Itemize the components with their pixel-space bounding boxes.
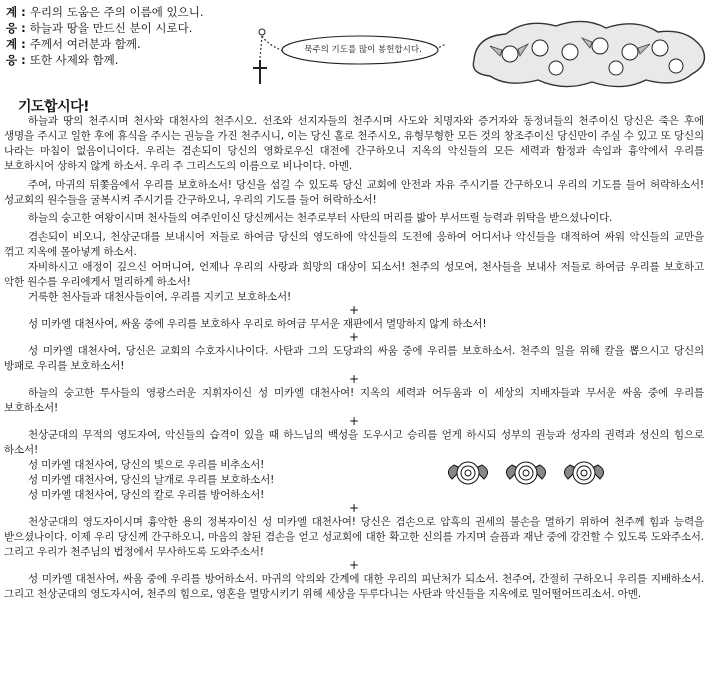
responsory-line: 계 : 우리의 도움은 주의 이름에 있으니. [6,5,204,19]
prayer-paragraph: 하늘의 숭고한 투사들의 영광스러운 지휘자이신 성 미카엘 대천사여! 지옥의 세력과 어두움과 이 세상의 지배자들과 무서운 싸움 중에 우리를 보호하소서! [4,386,704,414]
prayer-line: 성 미카엘 대천사여, 당신의 날개로 우리를 보호하소서! [28,473,275,486]
rose-icon [440,451,610,495]
responsory-line: 응 : 또한 사제와 함께. [6,53,119,67]
angels-cloud-icon [466,14,712,94]
prayer-line: 성 미카엘 대천사여, 당신의 칼로 우리를 방어하소서! [28,488,265,501]
prayer-paragraph: 성 미카엘 대천사여, 당신은 교회의 수호자시나이다. 사탄과 그의 도당과의 싸움 중에 우리를 보호하소서. 천주의 일을 위해 칼을 뽑으시고 당신의 방패로 우리를 보호하소서! [4,344,704,372]
prayer-paragraph: 하늘의 숭고한 여왕이시며 천사들의 여주인이신 당신께서는 천주로부터 사탄의 머리를 밟아 부서뜨릴 능력과 위탁을 받으셨나이다. [28,212,613,224]
prayer-paragraph: 천상군대의 영도자이시며 흉악한 용의 정복자이신 성 미카엘 대천사여! 당신은 겸손으로 암흑의 권세의 불손을 멸하기 위하여 천주께 힘과 능력을 받으셨나이다. 이제 우리 당신께 간구하오니, 마음의 참된 겸손을 얻고 성교회에 대한 확고한 신의를 가지며 슬픔과 재난 중에 강건할 수 있도록 도와주소서. 그리고 우리가 천주님의 법정에서 무사하도록 도와주소서! [4,515,704,558]
prayer-paragraph: 주여, 마귀의 뒤쫓음에서 우리를 보호하소서! 당신을 섬길 수 있도록 당신 교회에 안전과 자유 주시기를 간구하오니 우리의 기도를 들어 허락하소서! 성교회의 원수들을 굴복시켜 주시기를 간구하오니, 우리의 기도를 들어 허락하소서! [4,178,704,206]
prayer-paragraph: 천상군대의 무적의 영도자여, 악신들의 습격이 있을 때 하느님의 백성을 도우시고 승리를 얻게 하시되 성부의 권능과 성자의 권력과 성신의 힘으로 하소서! [4,428,704,456]
prayer-paragraph: 성 미카엘 대천사여, 싸움 중에 우리를 보호하사 우리로 하여금 무서운 재판에서 멸망하지 않게 하소서! [28,317,487,330]
prayer-paragraph: 성 미카엘 대천사여, 싸움 중에 우리를 방어하소서. 마귀의 악의와 간계에 대한 우리의 피난처가 되소서. 천주여, 간절히 구하오니 우리를 지배하소서. 그리고 천상군대의 영도자시여, 천주의 힘으로, 영혼을 멸망시키기 위해 세상을 두루다니는 사탄과 악신들을 지옥에로 밀어떨어뜨리소서. 아멘. [4,572,704,600]
prayer-paragraph: 하늘과 땅의 천주시며 천사와 대천사의 천주시오. 선조와 선지자들의 천주시며 사도와 치명자와 증거자와 동정녀들의 천주이신 당신은 죽은 후에 생명을 주시고 일한 후에 휴식을 주시는 권능을 가진 천주시니, 이는 당신 홀로 천주시오, 유형무형한 모든 것의 창조주이신 당신만이 주실 수 있고 또 당신의 나라는 마침이 없음이니이다. 우리는 겸손되이 당신의 영화로우신 대전에 간구하오니 지옥의 악신들의 모든 세력과 함정과 속임과 흉악에서 우리를 보호하시어 상하지 않게 하소서. 우리 주 그리스도의 이름으로 비나이다. 아멘. [4,115,704,172]
cross-divider: + [348,500,360,515]
cross-divider: + [348,329,360,344]
prayer-line: 거룩한 천사들과 대천사들이여, 우리를 지키고 보호하소서! [28,290,292,303]
cross-divider: + [348,302,360,317]
prayer-paragraph: 겸손되이 비오니, 천상군대를 보내시어 저들로 하여금 당신의 영도하에 악신들의 도전에 응하여 어디서나 악신들을 대적하여 싸워 악신들의 교만을 꺾고 지옥에 몰아넣게 하소서. [4,230,704,258]
prayer-line: 성 미카엘 대천사여, 당신의 빛으로 우리를 비추소서! [28,458,265,471]
prayer-body [4,114,704,602]
section-title: 기도합시다! [18,99,90,115]
rosary-caption: 묵주의 기도를 많이 봉헌합시다. [304,45,422,55]
rosary-icon [240,22,460,98]
responsory-line: 계 : 주께서 여러분과 함께. [6,37,141,51]
responsory-line: 응 : 하늘과 땅을 만드신 분이 시로다. [6,21,193,35]
prayer-paragraph: 자비하시고 애정이 깊으신 어머니여, 언제나 우리의 사랑과 희망의 대상이 되소서! 천주의 성모여, 천사들을 보내사 저들로 하여금 우리를 보호하고 악한 원수를 우리에게서 멀리하게 하소서! [4,260,704,288]
cross-divider: + [348,371,360,386]
cross-divider: + [348,557,360,572]
invocation-block [4,458,704,503]
cross-divider: + [348,413,360,428]
responsory [6,4,252,68]
